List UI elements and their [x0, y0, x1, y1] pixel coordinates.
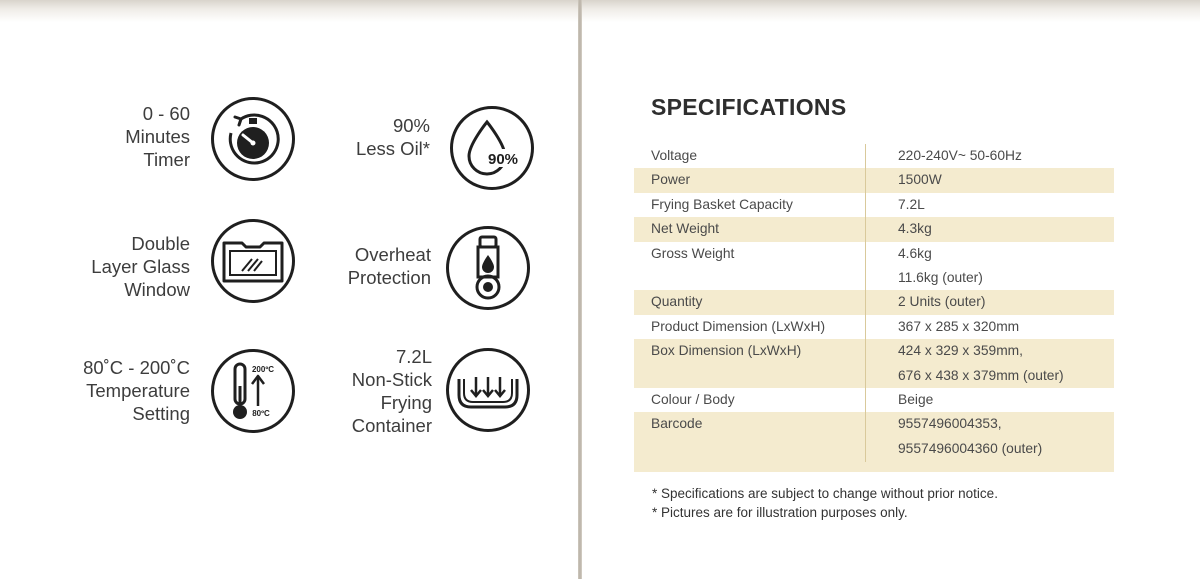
spec-value: 4.6kg: [898, 245, 932, 261]
spec-value: 7.2L: [898, 196, 925, 212]
spec-row-product-dimension: [634, 315, 1114, 339]
spec-label: Power: [651, 172, 691, 188]
spec-label: Colour / Body: [651, 391, 735, 407]
oil-drop-icon-text: 90%: [487, 151, 519, 168]
thermostat-icon: [446, 226, 530, 310]
spec-row-capacity: [634, 193, 1114, 217]
specifications-table: [634, 144, 1114, 472]
feature-timer-label: 0 - 60 Minutes Timer: [125, 103, 190, 170]
oil-drop-icon: [450, 106, 534, 190]
spec-row-gross-weight: [634, 242, 1114, 291]
spec-value: Beige: [898, 391, 934, 407]
feature-temperature-label: 80˚C - 200˚C Temperature Setting: [83, 357, 190, 424]
spec-value: 1500W: [898, 172, 942, 188]
feature-container-label: 7.2L Non-Stick Frying Container: [351, 346, 432, 436]
spec-row-power: [634, 168, 1114, 192]
specifications-title: SPECIFICATIONS: [651, 94, 847, 120]
center-divider: [578, 0, 582, 579]
spec-label: Box Dimension (LxWxH): [651, 343, 802, 359]
feature-overheat-label: Overheat Protection: [347, 244, 431, 288]
spec-label: Quantity: [651, 294, 703, 310]
note-specifications-change: * Specifications are subject to change without prior notice.: [652, 486, 998, 501]
feature-glass-label: Double Layer Glass Window: [91, 233, 190, 300]
feature-oil-label: 90% Less Oil*: [355, 115, 430, 159]
spec-label: Voltage: [651, 148, 698, 163]
spec-label: Barcode: [651, 416, 703, 432]
spec-value: 4.3kg: [898, 221, 932, 237]
spec-value: 367 x 285 x 320mm: [898, 318, 1020, 334]
spec-label: Net Weight: [651, 221, 719, 237]
spec-row-quantity: [634, 290, 1114, 314]
note-pictures-illustration: * Pictures are for illustration purposes only.: [652, 505, 908, 520]
spec-label: Product Dimension (LxWxH): [651, 318, 826, 334]
spec-row-box-dimension: [634, 339, 1114, 388]
top-shadow: [0, 0, 1200, 22]
spec-value: 9557496004353,: [898, 416, 1002, 432]
spec-row-voltage: [634, 144, 1114, 168]
spec-value: 676 x 438 x 379mm (outer): [898, 367, 1064, 383]
spec-value: 220-240V~ 50-60Hz: [898, 148, 1022, 163]
spec-row-colour: [634, 388, 1114, 412]
thermometer-min-text: 80ºC: [252, 409, 270, 418]
spec-value: 11.6kg (outer): [898, 269, 983, 285]
frying-basket-icon: [446, 348, 530, 432]
spec-label: Frying Basket Capacity: [651, 196, 793, 212]
thermometer-max-text: 200ºC: [251, 365, 275, 374]
specifications-notes: [652, 484, 998, 522]
stopwatch-icon: [211, 97, 295, 181]
spec-value: 9557496004360 (outer): [898, 440, 1043, 456]
spec-column-divider: [865, 144, 866, 462]
glass-window-icon: [211, 219, 295, 303]
spec-value: 424 x 329 x 359mm,: [898, 343, 1024, 359]
spec-label: Gross Weight: [651, 245, 735, 261]
spec-row-net-weight: [634, 217, 1114, 241]
spec-value: 2 Units (outer): [898, 294, 986, 310]
thermometer-icon: [211, 349, 295, 433]
spec-row-barcode: [634, 412, 1114, 472]
